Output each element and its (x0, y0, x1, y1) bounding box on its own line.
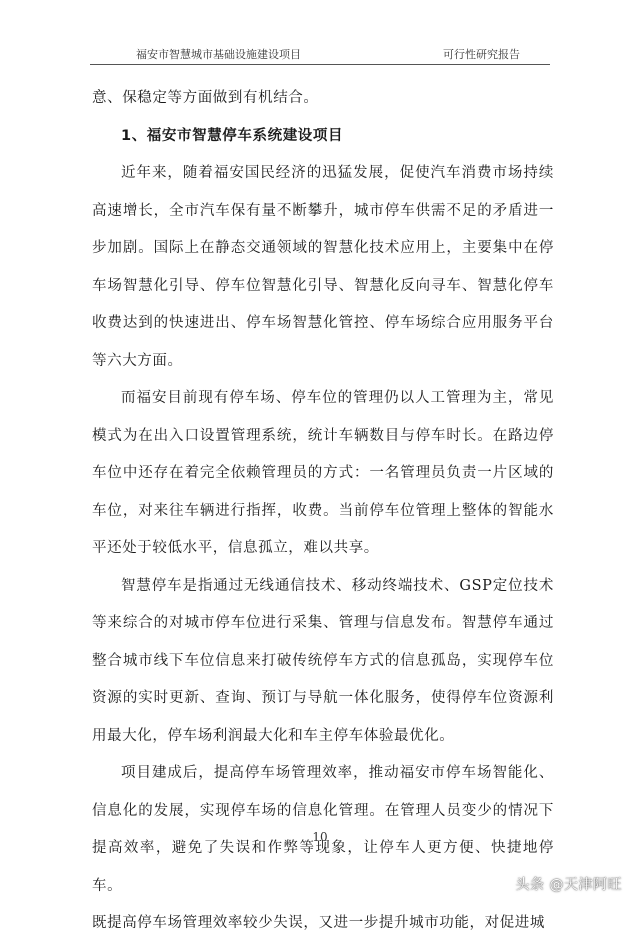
watermark: 头条 @天津阿旺 (515, 877, 622, 893)
paragraph-2: 而福安目前现有停车场、停车位的管理仍以人工管理为主，常见模式为在出入口设置管理系统，统计车辆数目与停车时长。在路边停车位中还存在着完全依赖管理员的方式：一名管理员负责一片区域的车位，对来往车辆进行指挥，收费。当前停车位管理上整体的智能水平还处于较低水平，信息孤立，难以共享。 (92, 390, 554, 556)
header-project-title: 福安市智慧城市基础设施建设项目 (136, 48, 301, 61)
section-heading: 1、福安市智慧停车系统建设项目 (121, 127, 344, 144)
paragraph-5: 既提高停车场管理效率较少失误，又进一步提升城市功能，对促进城 (92, 915, 545, 931)
page-header (90, 42, 550, 65)
paragraph-1: 近年来，随着福安国民经济的迅猛发展，促使汽车消费市场持续高速增长，全市汽车保有量不断攀升，城市停车供需不足的矛盾进一步加剧。国际上在静态交通领域的智慧化技术应用上，主要集中在停车场智慧化引导、停车位智慧化引导、智慧化反向寻车、智慧化停车收费达到的快速进出、停车场智慧化管控、停车场综合应用服务平台等六大方面。 (92, 165, 554, 369)
paragraph-4: 项目建成后，提高停车场管理效率，推动福安市停车场智能化、信息化的发展，实现停车场的信息化管理。在管理人员变少的情况下提高效率，避免了失误和作弊等现象，让停车人更方便、快捷地停车。 (92, 765, 554, 894)
continuation-paragraph: 意、保稳定等方面做到有机结合。 (92, 90, 319, 106)
page-number: 10 (312, 830, 328, 844)
header-report-type: 可行性研究报告 (443, 48, 520, 61)
document-body (92, 80, 554, 943)
paragraph-3: 智慧停车是指通过无线通信技术、移动终端技术、GSP定位技术等来综合的对城市停车位进行采集、管理与信息发布。智慧停车通过整合城市线下车位信息来打破传统停车方式的信息孤岛，实现停车位资源的实时更新、查询、预订与导航一体化服务，使得停车位资源利用最大化，停车场利润最大化和车主停车体验最优化。 (92, 577, 554, 744)
